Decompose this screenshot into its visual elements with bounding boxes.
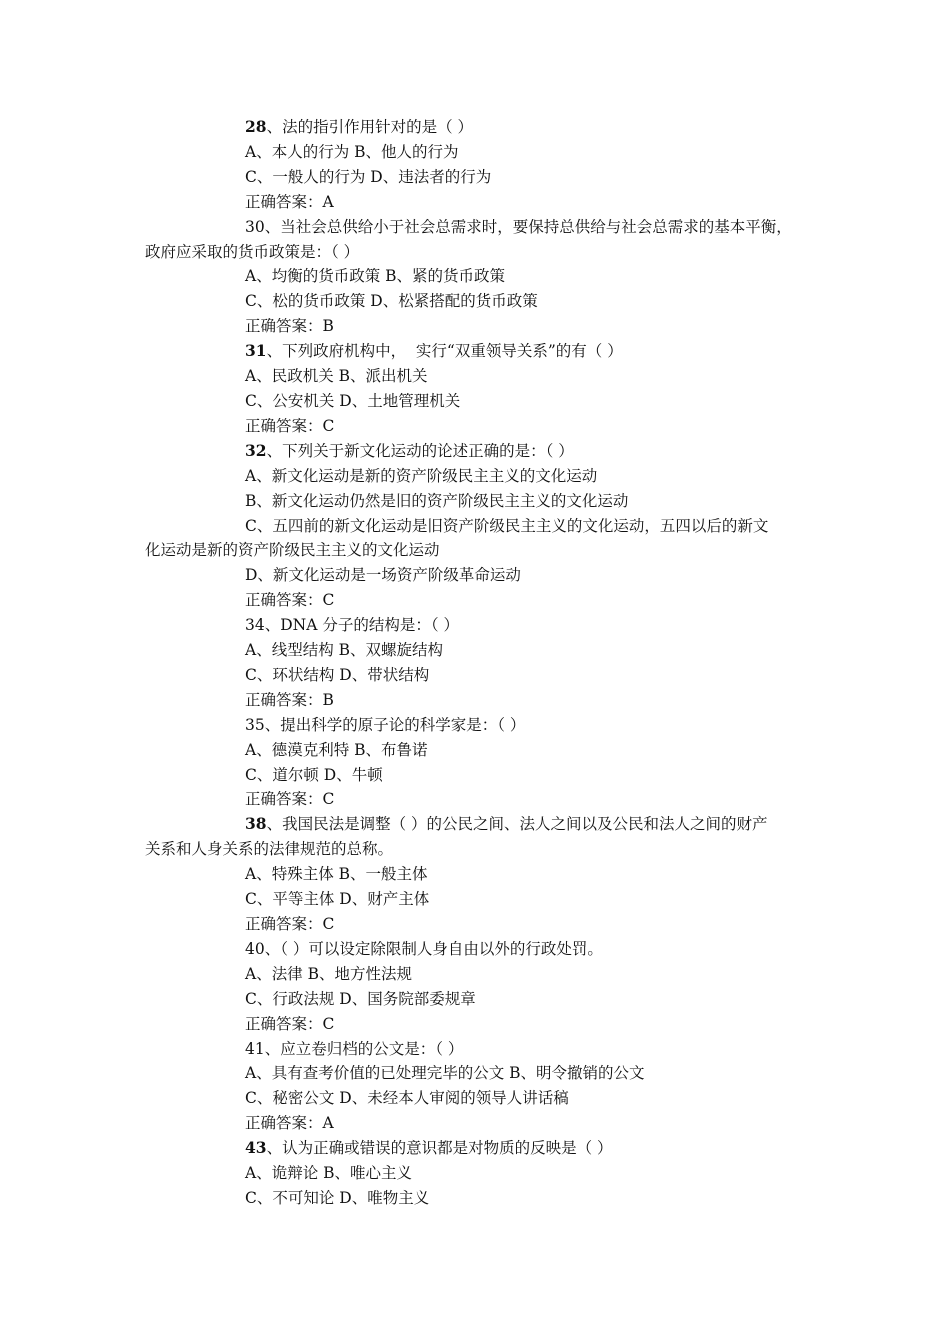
option-line: C、环状结构 D、带状结构: [245, 665, 430, 684]
option-line: A、法律 B、地方性法规: [245, 964, 413, 983]
question-stem: [145, 812, 815, 837]
question-number: 41: [245, 1039, 265, 1058]
option-line: A、具有查考价值的已处理完毕的公文 B、明令撤销的公文: [245, 1064, 645, 1083]
answer-line: 正确答案：B: [245, 690, 334, 709]
answer-line: 正确答案：A: [245, 192, 334, 211]
question-number: 30: [245, 217, 265, 236]
stem-text: 、认为正确或错误的意识都是对物质的反映是（ ）: [266, 1139, 613, 1158]
stem-text: 、下列关于新文化运动的论述正确的是：（ ）: [266, 441, 574, 460]
question-28: [145, 115, 815, 215]
stem-text: 、当社会总供给小于社会总需求时，要保持总供给与社会总需求的基本平衡，: [264, 217, 792, 236]
option-line: A、特殊主体 B、一般主体: [245, 865, 428, 884]
answer-line: 正确答案：C: [245, 915, 335, 933]
question-number: 34: [245, 616, 265, 635]
option-line: A、诡辩论 B、唯心主义: [245, 1164, 413, 1183]
option-line: C、道尔顿 D、牛顿: [245, 765, 383, 784]
option-line: A、线型结构 B、双螺旋结构: [245, 641, 444, 660]
option-line: A、本人的行为 B、他人的行为: [245, 142, 459, 161]
question-number: 43: [245, 1138, 267, 1158]
answer-line: 正确答案：B: [245, 317, 334, 336]
stem-text: 、提出科学的原子论的科学家是：（ ）: [264, 715, 526, 734]
option-line: C、行政法规 D、国务院部委规章: [245, 989, 476, 1008]
question-list: [145, 115, 815, 1211]
question-38: [145, 812, 815, 937]
question-stem: [145, 115, 815, 140]
option-line: C、平等主体 D、财产主体: [245, 890, 430, 909]
question-stem-continued: 关系和人身关系的法律规范的总称。: [145, 840, 394, 859]
stem-text: 、我国民法是调整（ ）的公民之间、法人之间以及公民和法人之间的财产: [266, 815, 768, 834]
question-35: [145, 713, 815, 813]
stem-text: 、应立卷归档的公文是：（ ）: [264, 1039, 464, 1058]
question-43: [145, 1136, 815, 1211]
answer-line: 正确答案：C: [245, 790, 335, 809]
question-stem: [145, 613, 815, 638]
question-41: [145, 1037, 815, 1137]
answer-line: 正确答案：A: [245, 1114, 334, 1133]
stem-text: 、DNA 分子的结构是：（ ）: [264, 616, 460, 635]
question-number: 38: [245, 814, 267, 834]
stem-text: 、法的指引作用针对的是（ ）: [266, 118, 474, 136]
question-stem: [145, 937, 815, 962]
question-number: 28: [245, 117, 267, 136]
question-32: [145, 439, 815, 613]
answer-line: 正确答案：C: [245, 1014, 335, 1033]
question-stem: [145, 215, 815, 240]
question-number: 40: [245, 939, 265, 958]
question-30: [145, 215, 815, 340]
option-line: C、五四前的新文化运动是旧资产阶级民主主义的文化运动，五四以后的新文: [245, 516, 769, 535]
option-line: A、新文化运动是新的资产阶级民主主义的文化运动: [245, 466, 598, 485]
question-number: 35: [245, 715, 265, 734]
option-line: A、均衡的货币政策 B、紧的货币政策: [245, 267, 506, 286]
stem-text: 、下列政府机构中， 实行“双重领导关系”的有（ ）: [266, 342, 623, 361]
question-stem: [145, 1136, 815, 1161]
question-31: [145, 339, 815, 439]
option-line: D、新文化运动是一场资产阶级革命运动: [245, 566, 521, 585]
option-line: C、松的货币政策 D、松紧搭配的货币政策: [245, 292, 538, 311]
question-number: 31: [245, 341, 267, 361]
option-line: C、秘密公文 D、未经本人审阅的领导人讲话稿: [245, 1089, 569, 1108]
question-stem: [145, 439, 815, 464]
answer-line: 正确答案：C: [245, 591, 335, 610]
question-stem: [145, 713, 815, 738]
option-line: A、民政机关 B、派出机关: [245, 367, 428, 386]
question-stem-continued: 政府应采取的货币政策是：（ ）: [145, 242, 360, 261]
option-line: B、新文化运动仍然是旧的资产阶级民主主义的文化运动: [245, 491, 629, 510]
question-stem: [145, 339, 815, 364]
question-number: 32: [245, 440, 267, 460]
option-line: C、公安机关 D、土地管理机关: [245, 391, 461, 410]
option-line: C、不可知论 D、唯物主义: [245, 1188, 430, 1207]
question-40: [145, 937, 815, 1037]
question-34: [145, 613, 815, 713]
answer-line: 正确答案：C: [245, 416, 335, 435]
option-line-continued: 化运动是新的资产阶级民主主义的文化运动: [145, 541, 440, 560]
option-line: C、一般人的行为 D、违法者的行为: [245, 167, 492, 186]
stem-text: 、（ ）可以设定除限制人身自由以外的行政处罚。: [264, 939, 603, 958]
question-stem: [145, 1037, 815, 1062]
option-line: A、德漠克利特 B、布鲁诺: [245, 740, 428, 759]
